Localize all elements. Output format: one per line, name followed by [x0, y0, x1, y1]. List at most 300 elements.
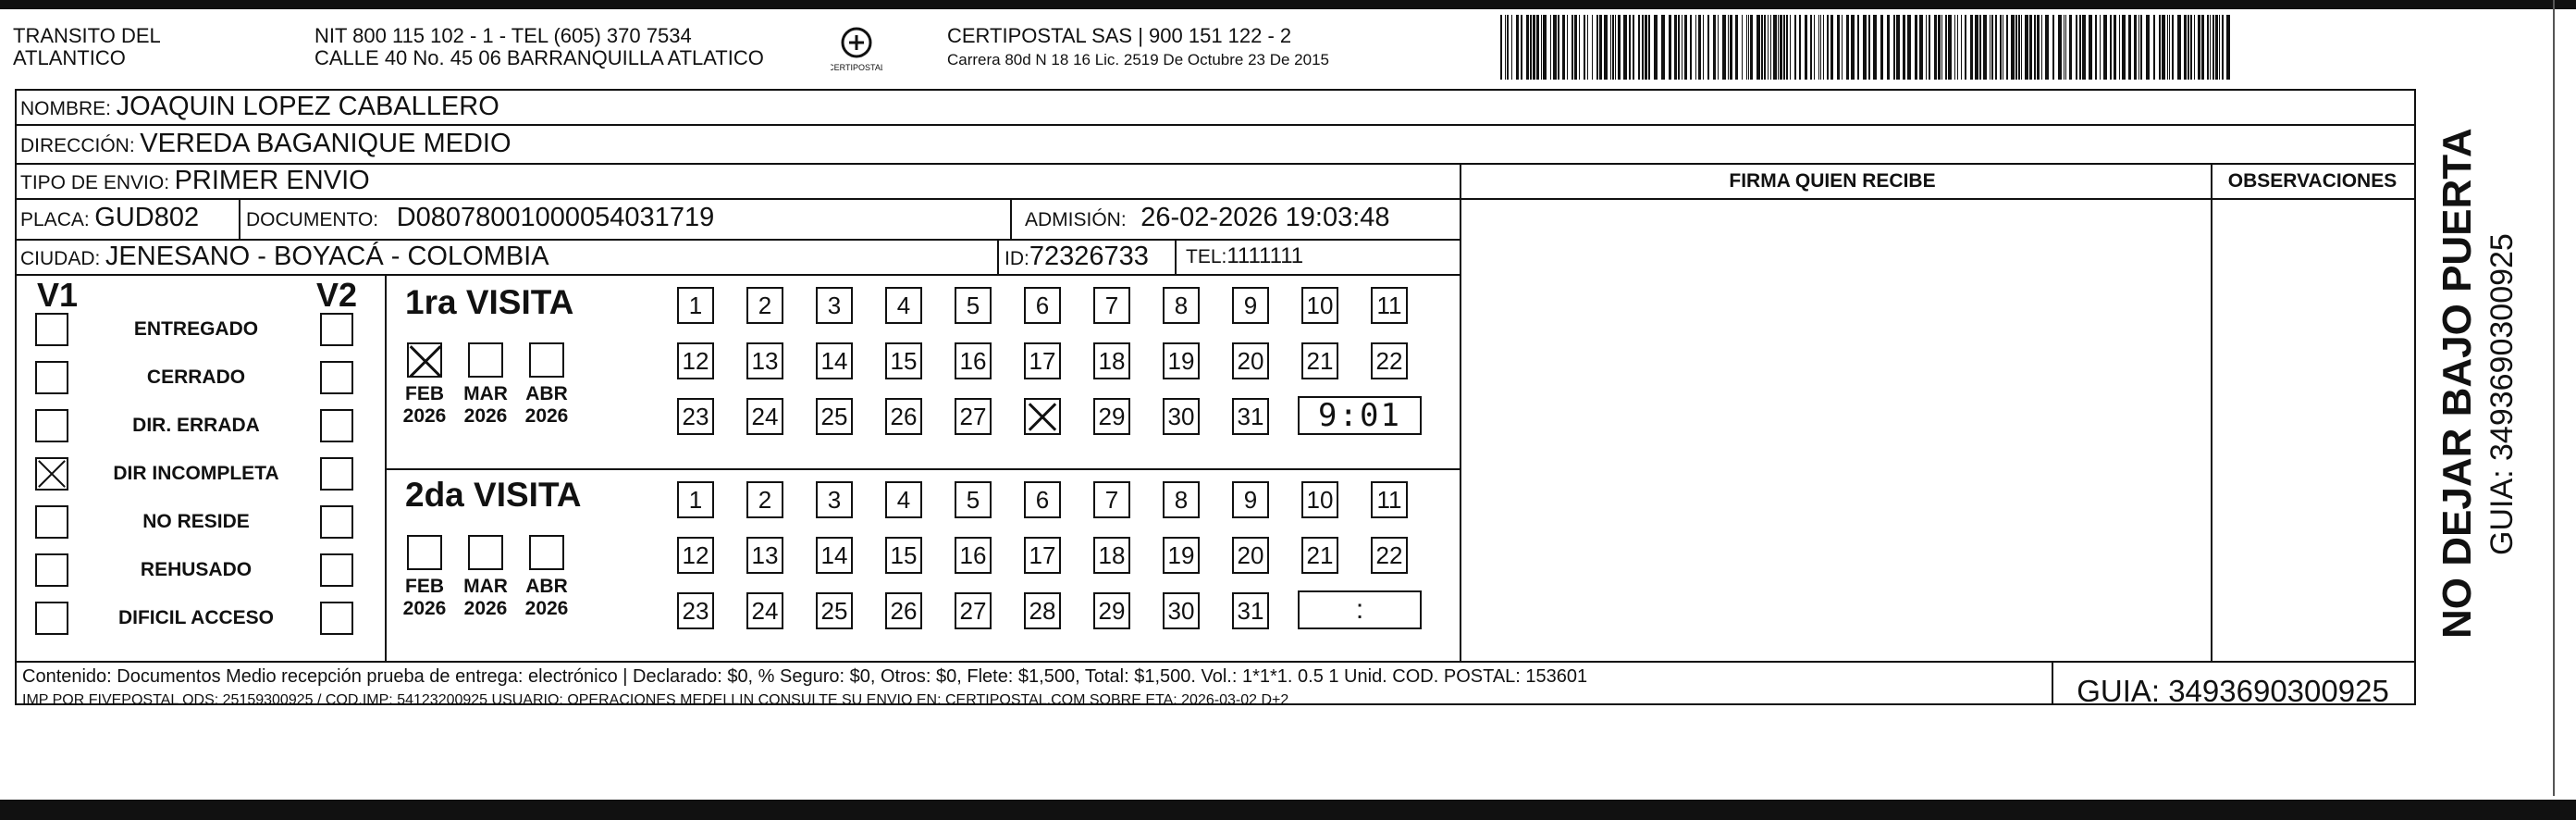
- barcode-bar: [2153, 15, 2155, 80]
- visit2-day-27[interactable]: 27: [955, 592, 992, 629]
- nombre-label: NOMBRE:: [20, 98, 112, 119]
- barcode-bar: [1846, 15, 1849, 80]
- visit1-day-16[interactable]: 16: [955, 342, 992, 379]
- barcode-bar: [1893, 15, 1895, 80]
- v1-checkbox[interactable]: [35, 409, 68, 442]
- barcode-bar: [1543, 15, 1547, 80]
- barcode-bar: [2034, 15, 2036, 80]
- barcode-bar: [1713, 15, 1716, 80]
- barcode-bar: [1957, 15, 1958, 80]
- barcode-bar: [1599, 15, 1602, 80]
- barcode-bar: [1505, 15, 1506, 80]
- barcode-bar: [1896, 15, 1900, 80]
- visit1-day-27[interactable]: 27: [955, 398, 992, 435]
- barcode-bar: [1735, 15, 1738, 80]
- barcode-bar: [1629, 15, 1631, 80]
- barcode-bar: [1604, 15, 1608, 80]
- visit2-day-29[interactable]: 29: [1093, 592, 1130, 629]
- id-label: ID:: [1005, 248, 1029, 269]
- visit2-month-label: ABR 2026: [524, 576, 569, 619]
- barcode-bar: [2076, 15, 2077, 80]
- v1-checkbox[interactable]: [35, 602, 68, 635]
- barcode-bar: [2114, 15, 2116, 80]
- visit1-day-22[interactable]: 22: [1371, 342, 1408, 379]
- barcode-bar: [1778, 15, 1779, 80]
- barcode-bar: [2006, 15, 2008, 80]
- barcode-bar: [1587, 15, 1588, 80]
- barcode-bar: [2069, 15, 2072, 80]
- barcode-bar: [1562, 15, 1565, 80]
- barcode-bar: [1530, 15, 1532, 80]
- v2-checkbox[interactable]: [320, 505, 353, 539]
- visit1-day-3[interactable]: 3: [816, 287, 853, 324]
- visit2-day-18[interactable]: 18: [1093, 537, 1130, 574]
- barcode-bar: [2000, 15, 2002, 80]
- visit2-day-2[interactable]: 2: [746, 481, 783, 518]
- barcode-bar: [1750, 15, 1753, 80]
- reason-label: DIFICIL ACCESO: [117, 607, 274, 628]
- visit1-day-31[interactable]: 31: [1232, 398, 1269, 435]
- barcode-bar: [1645, 15, 1647, 80]
- barcode-bar: [2128, 15, 2131, 80]
- barcode-bar: [1954, 15, 1955, 80]
- barcode-bar: [1550, 15, 1551, 80]
- visit2-day-13[interactable]: 13: [746, 537, 783, 574]
- right-edge-line: [2553, 0, 2555, 796]
- visit1-day-13[interactable]: 13: [746, 342, 783, 379]
- documento-label: DOCUMENTO:: [246, 209, 379, 230]
- contenido-line: Contenido: Documentos Medio recepción prueba de entrega: electrónico | Declarado: $0, % Seguro: $0, Otros: $0, Flete: $1,500, Total: $1,500. Vol.: 1*1*1. 0.5 1 Unid. COD. POSTAL: 153601: [22, 666, 1588, 687]
- visit1-day-30[interactable]: 30: [1163, 398, 1200, 435]
- barcode-bar: [1684, 15, 1687, 80]
- visit2-month-label: FEB 2026: [402, 576, 447, 619]
- barcode-bar: [1500, 15, 1502, 80]
- barcode-bar: [1742, 15, 1743, 80]
- visit2-day-19[interactable]: 19: [1163, 537, 1200, 574]
- reason-label: DIR INCOMPLETA: [113, 463, 279, 484]
- barcode-bar: [1907, 15, 1911, 80]
- barcode-bar: [1961, 15, 1962, 80]
- v2-checkbox[interactable]: [320, 553, 353, 587]
- v2-checkbox[interactable]: [320, 409, 353, 442]
- barcode-bar: [1690, 15, 1692, 80]
- barcode-bar: [1970, 15, 1973, 80]
- tipo-envio-field: [20, 167, 370, 197]
- barcode-bar: [2029, 15, 2032, 80]
- visit2-day-12[interactable]: 12: [677, 537, 714, 574]
- barcode-bar: [1873, 15, 1877, 80]
- visit2-day-22[interactable]: 22: [1371, 537, 1408, 574]
- visit1-day-12[interactable]: 12: [677, 342, 714, 379]
- v2-label: V2: [316, 276, 358, 314]
- company-name-line1: TRANSITO DEL: [13, 24, 161, 47]
- barcode-bar: [1511, 15, 1512, 80]
- visit1-day-26[interactable]: 26: [885, 398, 922, 435]
- barcode-bar: [2201, 15, 2204, 80]
- barcode-bar: [1536, 15, 1539, 80]
- barcode-bar: [2122, 15, 2126, 80]
- visit1-day-7[interactable]: 7: [1093, 287, 1130, 324]
- no-dejar-bajo-puerta: NO DEJAR BAJO PUERTA: [2434, 128, 2480, 639]
- barcode-bar: [2212, 15, 2214, 80]
- imp-line: IMP POR FIVEPOSTAL ODS: 25159300925 / COD.IMP: 54123200925 USUARIO: OPERACIONES MEDELLIN CONSULTE SU ENVIO EN: CERTIPOSTAL.COM SOBRE ETA: 2026-03-02 D+2: [22, 692, 1289, 708]
- barcode-bar: [1941, 15, 1942, 80]
- barcode-bar: [1979, 15, 1981, 80]
- barcode-bar: [2021, 15, 2022, 80]
- barcode-bar: [2140, 15, 2142, 80]
- visit1-day-8[interactable]: 8: [1163, 287, 1200, 324]
- visit1-day-1[interactable]: 1: [677, 287, 714, 324]
- barcode-bar: [1761, 15, 1763, 80]
- admision-value: 26-02-2026 19:03:48: [1140, 203, 1390, 232]
- barcode: [1500, 15, 2240, 80]
- visit2-day-15[interactable]: 15: [885, 537, 922, 574]
- barcode-bar: [2095, 15, 2097, 80]
- visit2-day-14[interactable]: 14: [816, 537, 853, 574]
- barcode-bar: [1526, 15, 1529, 80]
- barcode-bar: [1507, 15, 1509, 80]
- barcode-bar: [1786, 15, 1788, 80]
- barcode-bar: [1830, 15, 1833, 80]
- barcode-bar: [2045, 15, 2049, 80]
- barcode-bar: [1773, 15, 1777, 80]
- barcode-bar: [1820, 15, 1821, 80]
- barcode-bar: [2015, 15, 2017, 80]
- visit2-month-checkbox[interactable]: [468, 535, 503, 570]
- visit1-day-9[interactable]: 9: [1232, 287, 1269, 324]
- barcode-bar: [1574, 15, 1577, 80]
- visit2-day-6[interactable]: 6: [1024, 481, 1061, 518]
- barcode-bar: [1516, 15, 1519, 80]
- barcode-bar: [1837, 15, 1840, 80]
- visit2-day-5[interactable]: 5: [955, 481, 992, 518]
- barcode-bar: [1857, 15, 1859, 80]
- v1-label: V1: [37, 276, 79, 314]
- barcode-bar: [1975, 15, 1978, 80]
- barcode-bar: [1615, 15, 1616, 80]
- visit1-month-label: FEB 2026: [402, 383, 447, 427]
- v2-checkbox[interactable]: [320, 602, 353, 635]
- barcode-bar: [2219, 15, 2220, 80]
- barcode-bar: [1533, 15, 1535, 80]
- visit2-day-1[interactable]: 1: [677, 481, 714, 518]
- ciudad-field: [20, 242, 549, 273]
- v2-checkbox[interactable]: [320, 313, 353, 346]
- barcode-bar: [1842, 15, 1843, 80]
- visit1-month-checkbox[interactable]: [529, 342, 564, 378]
- barcode-bar: [1827, 15, 1829, 80]
- barcode-bar: [1851, 15, 1855, 80]
- barcode-bar: [2119, 15, 2120, 80]
- barcode-bar: [1919, 15, 1923, 80]
- barcode-bar: [1810, 15, 1812, 80]
- barcode-bar: [1938, 15, 1941, 80]
- barcode-bar: [2110, 15, 2112, 80]
- address-line: CALLE 40 No. 45 06 BARRANQUILLA ATLATICO: [314, 46, 764, 69]
- visit2-day-11[interactable]: 11: [1371, 481, 1408, 518]
- visit2-day-3[interactable]: 3: [816, 481, 853, 518]
- barcode-bar: [2100, 15, 2101, 80]
- barcode-bar: [1863, 15, 1867, 80]
- visit2-day-25[interactable]: 25: [816, 592, 853, 629]
- placa-field: [20, 204, 199, 234]
- visit2-day-28[interactable]: 28: [1024, 592, 1061, 629]
- visit1-month-label: ABR 2026: [524, 383, 569, 427]
- barcode-bar: [1707, 15, 1709, 80]
- barcode-bar: [1748, 15, 1749, 80]
- barcode-bar: [2167, 15, 2168, 80]
- visit1-day-6[interactable]: 6: [1024, 287, 1061, 324]
- barcode-bar: [1880, 15, 1883, 80]
- visit1-day-24[interactable]: 24: [746, 398, 783, 435]
- barcode-bar: [2058, 15, 2062, 80]
- barcode-bar: [1818, 15, 1819, 80]
- v2-checkbox[interactable]: [320, 361, 353, 394]
- visit1-title: 1ra VISITA: [405, 283, 574, 321]
- barcode-bar: [1654, 15, 1658, 80]
- barcode-bar: [1887, 15, 1890, 80]
- visit2-day-26[interactable]: 26: [885, 592, 922, 629]
- visit1-day-18[interactable]: 18: [1093, 342, 1130, 379]
- reason-label: CERRADO: [146, 367, 246, 388]
- barcode-bar: [2018, 15, 2020, 80]
- tipo-envio-label: TIPO DE ENVIO:: [20, 172, 170, 193]
- barcode-bar: [2198, 15, 2200, 80]
- visit2-day-31[interactable]: 31: [1232, 592, 1269, 629]
- barcode-bar: [1633, 15, 1634, 80]
- barcode-bar: [1558, 15, 1559, 80]
- barcode-bar: [1722, 15, 1726, 80]
- visit2-day-20[interactable]: 20: [1232, 537, 1269, 574]
- company-name-line2: ATLANTICO: [13, 46, 126, 69]
- visit1-day-21[interactable]: 21: [1301, 342, 1338, 379]
- barcode-bar: [1780, 15, 1782, 80]
- barcode-bar: [1868, 15, 1870, 80]
- visit1-month-checkbox[interactable]: [407, 342, 442, 378]
- barcode-bar: [1794, 15, 1796, 80]
- barcode-bar: [1623, 15, 1627, 80]
- visit1-day-2[interactable]: 2: [746, 287, 783, 324]
- barcode-bar: [1770, 15, 1771, 80]
- admision-field: [1025, 204, 1390, 234]
- visit2-day-7[interactable]: 7: [1093, 481, 1130, 518]
- visit2-day-17[interactable]: 17: [1024, 537, 1061, 574]
- barcode-bar: [2011, 15, 2015, 80]
- visit2-day-10[interactable]: 10: [1301, 481, 1338, 518]
- barcode-bar: [2188, 15, 2189, 80]
- direccion-field: [20, 130, 512, 160]
- barcode-bar: [2065, 15, 2066, 80]
- barcode-bar: [1934, 15, 1937, 80]
- reason-label: DIR. ERRADA: [132, 415, 260, 436]
- barcode-bar: [1728, 15, 1729, 80]
- visit1-day-10[interactable]: 10: [1301, 287, 1338, 324]
- barcode-bar: [1695, 15, 1696, 80]
- barcode-bar: [1983, 15, 1987, 80]
- visit2-month-checkbox[interactable]: [529, 535, 564, 570]
- barcode-bar: [1661, 15, 1665, 80]
- visit2-day-4[interactable]: 4: [885, 481, 922, 518]
- barcode-bar: [1541, 15, 1542, 80]
- visit1-day-19[interactable]: 19: [1163, 342, 1200, 379]
- visit1-day-4[interactable]: 4: [885, 287, 922, 324]
- barcode-bar: [1756, 15, 1760, 80]
- barcode-bar: [1995, 15, 1997, 80]
- barcode-bar: [1926, 15, 1927, 80]
- visit2-day-24[interactable]: 24: [746, 592, 783, 629]
- barcode-bar: [1965, 15, 1966, 80]
- v2-checkbox[interactable]: [320, 457, 353, 491]
- barcode-bar: [1678, 15, 1680, 80]
- barcode-bar: [1579, 15, 1580, 80]
- barcode-bar: [2184, 15, 2187, 80]
- barcode-bar: [1718, 15, 1719, 80]
- barcode-bar: [2025, 15, 2028, 80]
- id-value: 72326733: [1029, 242, 1149, 271]
- barcode-bar: [2089, 15, 2092, 80]
- visit2-time[interactable]: :: [1298, 590, 1422, 629]
- visit1-day-11[interactable]: 11: [1371, 287, 1408, 324]
- barcode-bar: [2226, 15, 2230, 80]
- side-guia: GUIA: 3493690300925: [2484, 233, 2520, 555]
- courier-line: CERTIPOSTAL SAS | 900 151 122 - 2: [947, 24, 1292, 47]
- barcode-bar: [2037, 15, 2040, 80]
- barcode-bar: [1945, 15, 1947, 80]
- visit2-day-23[interactable]: 23: [677, 592, 714, 629]
- barcode-bar: [2222, 15, 2224, 80]
- visit2-day-16[interactable]: 16: [955, 537, 992, 574]
- v1-checkbox[interactable]: [35, 457, 68, 491]
- reason-label: ENTREGADO: [133, 318, 259, 340]
- barcode-bar: [2138, 15, 2139, 80]
- tel-label: TEL:: [1186, 246, 1227, 267]
- barcode-bar: [2169, 15, 2170, 80]
- visit1-day-23[interactable]: 23: [677, 398, 714, 435]
- direccion-label: DIRECCIÓN:: [20, 135, 135, 156]
- barcode-bar: [1768, 15, 1769, 80]
- barcode-bar: [2207, 15, 2209, 80]
- barcode-bar: [2215, 15, 2218, 80]
- barcode-bar: [1991, 15, 1993, 80]
- barcode-bar: [1764, 15, 1766, 80]
- ciudad-label: CIUDAD:: [20, 248, 101, 269]
- v1-checkbox[interactable]: [35, 313, 68, 346]
- barcode-bar: [1915, 15, 1917, 80]
- barcode-bar: [2194, 15, 2195, 80]
- barcode-bar: [2172, 15, 2174, 80]
- documento-field: [246, 204, 714, 234]
- barcode-bar: [1610, 15, 1611, 80]
- barcode-bar: [1698, 15, 1701, 80]
- barcode-bar: [2190, 15, 2192, 80]
- v1-checkbox[interactable]: [35, 505, 68, 539]
- barcode-bar: [1823, 15, 1824, 80]
- barcode-bar: [1567, 15, 1568, 80]
- visit1-day-17[interactable]: 17: [1024, 342, 1061, 379]
- barcode-bar: [1612, 15, 1614, 80]
- barcode-bar: [1674, 15, 1677, 80]
- barcode-bar: [1592, 15, 1593, 80]
- barcode-bar: [1814, 15, 1815, 80]
- v1-checkbox[interactable]: [35, 553, 68, 587]
- placa-label: PLACA:: [20, 209, 90, 230]
- visit1-day-14[interactable]: 14: [816, 342, 853, 379]
- ciudad-value: JENESANO - BOYACÁ - COLOMBIA: [105, 242, 549, 271]
- certipostal-logo: [831, 22, 882, 74]
- visit2-day-9[interactable]: 9: [1232, 481, 1269, 518]
- visit1-month-checkbox[interactable]: [468, 342, 503, 378]
- documento-value: D08078001000054031719: [396, 203, 715, 232]
- barcode-bar: [2103, 15, 2107, 80]
- placa-value: GUD802: [94, 203, 200, 232]
- reason-label: REHUSADO: [140, 559, 253, 580]
- visit2-month-label: MAR 2026: [463, 576, 508, 619]
- guia-box: GUIA: 3493690300925: [2077, 674, 2389, 708]
- barcode-bar: [1596, 15, 1598, 80]
- courier-license: Carrera 80d N 18 16 Lic. 2519 De Octubre 23 De 2015: [947, 51, 1329, 68]
- barcode-bar: [1571, 15, 1573, 80]
- barcode-bar: [2146, 15, 2150, 80]
- barcode-bar: [1521, 15, 1522, 80]
- barcode-bar: [1799, 15, 1801, 80]
- barcode-bar: [1584, 15, 1585, 80]
- visit1-day-25[interactable]: 25: [816, 398, 853, 435]
- barcode-bar: [2082, 15, 2086, 80]
- barcode-bar: [2041, 15, 2042, 80]
- nombre-value: JOAQUIN LOPEZ CABALLERO: [116, 92, 499, 121]
- visit2-day-8[interactable]: 8: [1163, 481, 1200, 518]
- visit1-day-5[interactable]: 5: [955, 287, 992, 324]
- observaciones-label: OBSERVACIONES: [2227, 170, 2397, 192]
- barcode-bar: [2162, 15, 2165, 80]
- barcode-bar: [1783, 15, 1785, 80]
- visit1-day-15[interactable]: 15: [885, 342, 922, 379]
- tipo-envio-value: PRIMER ENVIO: [174, 166, 370, 195]
- barcode-bar: [1638, 15, 1640, 80]
- visit1-day-29[interactable]: 29: [1093, 398, 1130, 435]
- barcode-bar: [1948, 15, 1952, 80]
- id-field: [1005, 242, 1149, 273]
- visit2-day-21[interactable]: 21: [1301, 537, 1338, 574]
- barcode-bar: [1746, 15, 1747, 80]
- visit2-day-30[interactable]: 30: [1163, 592, 1200, 629]
- visit1-day-20[interactable]: 20: [1232, 342, 1269, 379]
- barcode-bar: [2052, 15, 2054, 80]
- visit1-time[interactable]: 9:01: [1298, 396, 1422, 435]
- barcode-bar: [1790, 15, 1791, 80]
- top-black-band: [0, 0, 2576, 9]
- barcode-bar: [2177, 15, 2181, 80]
- visit1-day-28[interactable]: [1024, 398, 1061, 435]
- visit2-title: 2da VISITA: [405, 476, 582, 514]
- barcode-bar: [1553, 15, 1557, 80]
- barcode-bar: [2079, 15, 2081, 80]
- barcode-bar: [1642, 15, 1644, 80]
- barcode-bar: [1618, 15, 1621, 80]
- svg-text:CERTIPOSTAL: CERTIPOSTAL: [831, 63, 882, 72]
- direccion-value: VEREDA BAGANIQUE MEDIO: [140, 129, 512, 158]
- barcode-bar: [1730, 15, 1732, 80]
- bottom-black-band: [0, 800, 2576, 820]
- barcode-bar: [2210, 15, 2211, 80]
- v1-checkbox[interactable]: [35, 361, 68, 394]
- nit-line: NIT 800 115 102 - 1 - TEL (605) 370 7534: [314, 24, 692, 47]
- barcode-bar: [1805, 15, 1807, 80]
- visit1-month-label: MAR 2026: [463, 383, 508, 427]
- nombre-field: [20, 93, 499, 123]
- visit2-month-checkbox[interactable]: [407, 535, 442, 570]
- barcode-bar: [1903, 15, 1905, 80]
